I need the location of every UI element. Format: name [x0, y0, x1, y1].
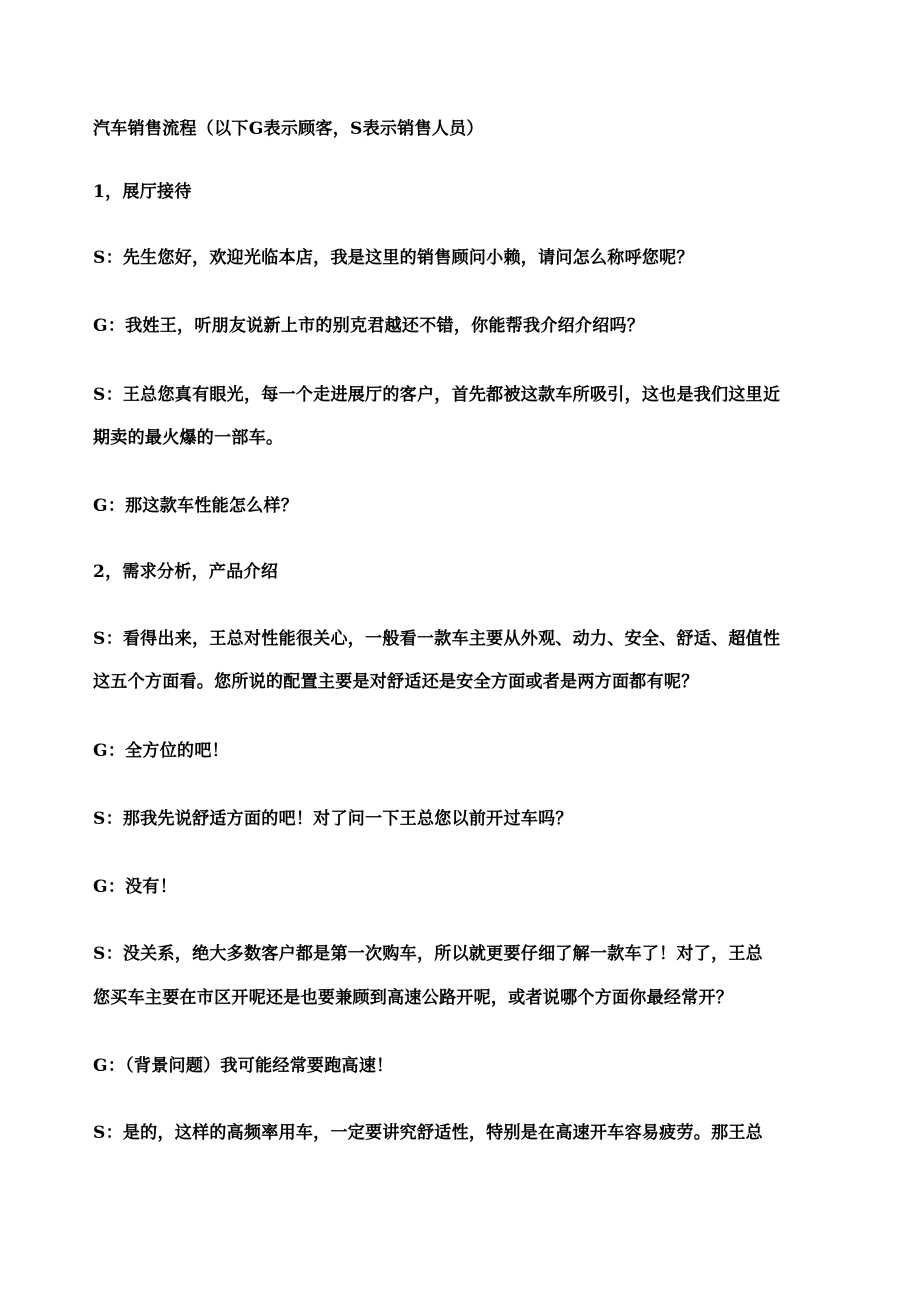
dialogue-line: S：王总您真有眼光，每一个走进展厅的客户，首先都被这款车所吸引，这也是我们这里近: [93, 385, 781, 405]
dialogue-line-continued: 这五个方面看。您所说的配置主要是对舒适还是安全方面或者是两方面都有呢？: [93, 672, 699, 692]
document-title: 汽车销售流程（以下G表示顾客，S表示销售人员）: [93, 119, 484, 139]
section-heading-needs-analysis: 2，需求分析，产品介绍: [93, 562, 279, 582]
dialogue-line: G：全方位的吧！: [93, 741, 229, 761]
dialogue-line: G：我姓王，听朋友说新上市的别克君越还不错，你能帮我介绍介绍吗？: [93, 316, 645, 336]
dialogue-line: G：没有！: [93, 877, 178, 897]
section-heading-reception: 1，展厅接待: [93, 182, 192, 202]
dialogue-line: G：那这款车性能怎么样？: [93, 496, 299, 516]
dialogue-line-continued: 期卖的最火爆的一部车。: [93, 428, 284, 448]
dialogue-line: S：先生您好，欢迎光临本店，我是这里的销售顾问小赖，请问怎么称呼您呢？: [93, 248, 694, 268]
dialogue-line: S：是的，这样的高频率用车，一定要讲究舒适性，特别是在高速开车容易疲劳。那王总: [93, 1123, 763, 1143]
dialogue-line-continued: 您买车主要在市区开呢还是也要兼顾到高速公路开呢，或者说哪个方面你最经常开？: [93, 988, 734, 1008]
dialogue-line: S：看得出来，王总对性能很关心，一般看一款车主要从外观、动力、安全、舒适、超值性: [93, 629, 781, 649]
dialogue-line: S：没关系，绝大多数客户都是第一次购车，所以就更要仔细了解一款车了！对了，王总: [93, 944, 763, 964]
dialogue-line: S：那我先说舒适方面的吧！对了问一下王总您以前开过车吗？: [93, 809, 573, 829]
dialogue-line: G：（背景问题）我可能经常要跑高速！: [93, 1056, 394, 1076]
